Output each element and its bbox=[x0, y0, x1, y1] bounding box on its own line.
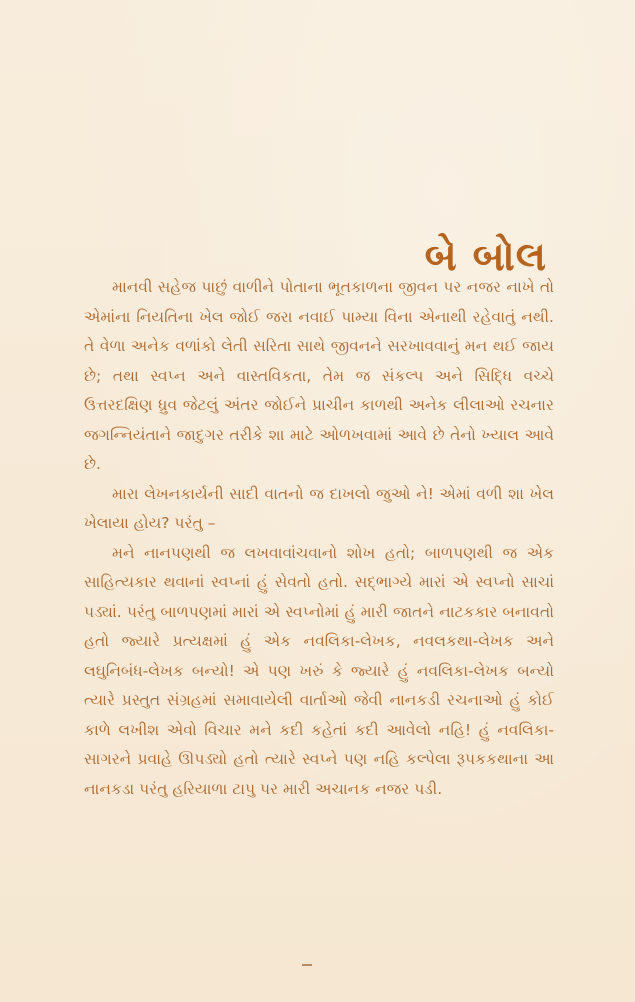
page-footer-mark bbox=[302, 964, 312, 966]
paragraph-2: મારા લેખનકાર્યની સાદી વાતનો જ દાખલો જુઓ ને! એમાં વળી શા ખેલ ખેલાયા હોય? પરંતુ – bbox=[84, 484, 554, 532]
paragraph-3: મને નાનપણથી જ લખવાવાંચવાનો શોખ હતો; બાળપણથી જ એક સાહિત્યકાર થવાનાં સ્વપ્નાં હું સેવતો હતો. સદ્ભાગ્યે મારાં એ સ્વપ્નો સાચાં પડ્યાં. પરંતુ બાળપણમાં મારાં એ સ્વપ્નોમાં હું મારી જાતને નાટકકાર બનાવતો હતો જ્યારે પ્રત્યક્ષમાં હું એક નવલિકા-લેખક, નવલકથા-લેખક અને લઘુનિબંધ-લેખક બન્યો! એ પણ ખરું કે જ્યારે હું નવલિકા-લેખક બન્યો ત્યારે પ્રસ્તુત સંગ્રહમાં સમાવાયેલી વાર્તાઓ જેવી નાનકડી રચનાઓ હું કોઈ કાળે લખીશ એવો વિચાર મને કદી કહેતાં કદી આવેલો નહિ! હું નવલિકા-સાગરને પ્રવાહે ઊપડ્યો હતો ત્યારે સ્વપ્ને પણ નહિ કલ્પેલા રૂપકકથાના આ નાનકડા પરંતુ હરિયાળા ટાપુ પર મારી અચાનક નજર પડી. bbox=[84, 543, 554, 798]
paragraph-1: માનવી સહેજ પાછું વાળીને પોતાના ભૂતકાળના જીવન પર નજર નાખે તો એમાંના નિયતિના ખેલ જોઈ જરા નવાઈ પામ્યા વિના એનાથી રહેવાતું નથી. તે વેળા અનેક વળાંકો લેતી સરિતા સાથે જીવનને સરખાવવાનું મન થઈ જાય છે; તથા સ્વપ્ન અને વાસ્તવિકતા, તેમ જ સંકલ્પ અને સિદ્ધિ વચ્ચે ઉત્તરદક્ષિણ ધ્રુવ જેટલું અંતર જોઈને પ્રાચીન કાળથી અનેક લીલાઓ રચનાર જગન્નિયંતાને જાદુગર તરીકે શા માટે ઓળખવામાં આવે છે તેનો ખ્યાલ આવે છે. bbox=[84, 278, 554, 473]
body-text bbox=[84, 273, 554, 804]
chapter-title: બે બોલ bbox=[424, 232, 547, 280]
